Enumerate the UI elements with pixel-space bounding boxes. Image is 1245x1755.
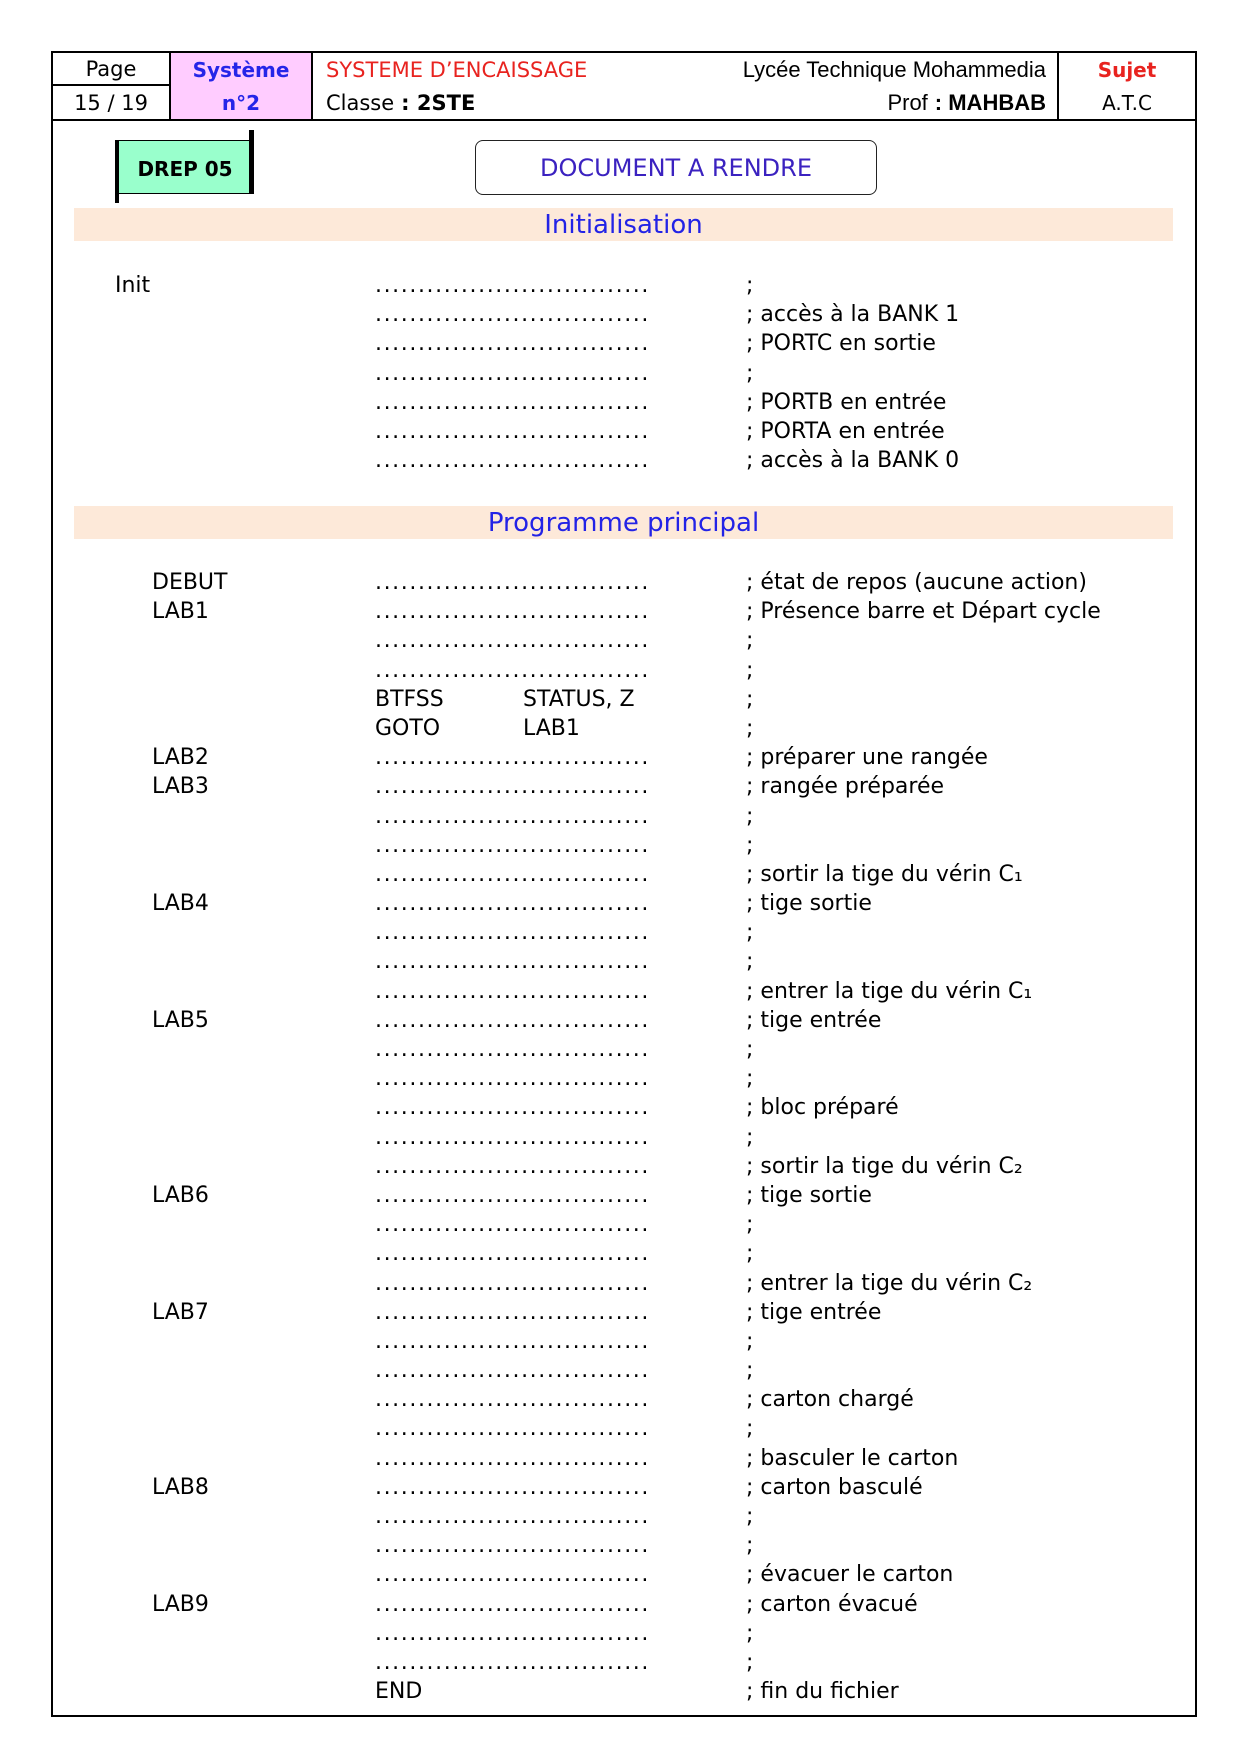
line-comment: ; carton évacué: [746, 1591, 918, 1617]
answer-blank: ................................: [375, 1358, 650, 1384]
answer-blank: ................................: [375, 745, 650, 771]
answer-blank: ................................: [375, 1504, 650, 1529]
line-comment: ; basculer le carton: [746, 1445, 959, 1471]
answer-blank: ................................: [375, 1445, 650, 1471]
answer-blank: ................................: [375, 331, 650, 357]
line-label: LAB2: [152, 745, 209, 771]
subject-cell: [1057, 53, 1195, 119]
line-instruction: BTFSS: [375, 686, 444, 712]
answer-blank: ................................: [375, 570, 650, 595]
line-label: LAB4: [152, 891, 209, 917]
code-line: [0, 446, 1245, 475]
code-line: [0, 300, 1245, 329]
line-comment: ; bloc préparé: [746, 1095, 899, 1121]
code-line: [0, 714, 1245, 743]
answer-blank: ................................: [375, 1007, 650, 1033]
line-label: LAB1: [152, 599, 209, 625]
line-comment: ;: [746, 920, 754, 946]
line-comment: ; accès à la BANK 0: [746, 448, 960, 474]
answer-blank: ................................: [375, 1212, 650, 1238]
answer-blank: ................................: [375, 1649, 650, 1675]
code-line: [0, 802, 1245, 831]
answer-blank: ................................: [375, 1299, 650, 1325]
code-line: [0, 1502, 1245, 1531]
line-comment: ; carton chargé: [746, 1387, 914, 1413]
line-comment: ; entrer la tige du vérin C₂: [746, 1270, 1033, 1296]
code-line: [0, 860, 1245, 889]
code-line: [0, 1385, 1245, 1414]
line-comment: ;: [746, 1328, 754, 1354]
line-label: Init: [115, 273, 151, 298]
answer-blank: ................................: [375, 1387, 650, 1413]
line-comment: ; carton basculé: [746, 1474, 923, 1500]
answer-blank: ................................: [375, 628, 650, 654]
code-line: [0, 626, 1245, 655]
line-label: LAB3: [152, 774, 209, 800]
answer-blank: ................................: [375, 832, 650, 858]
title-line-1: [326, 53, 1046, 86]
system-cell: [171, 53, 313, 119]
answer-blank: ................................: [375, 1095, 650, 1121]
line-label: LAB6: [152, 1182, 209, 1208]
line-comment: ;: [746, 1124, 754, 1150]
answer-blank: ................................: [375, 949, 650, 975]
answer-blank: ................................: [375, 774, 650, 800]
document-header: [53, 53, 1195, 121]
code-line: [0, 1298, 1245, 1327]
code-line: [0, 977, 1245, 1006]
answer-blank: ................................: [375, 360, 650, 386]
prof-info: [887, 90, 1046, 116]
code-line: [0, 1064, 1245, 1093]
answer-blank: ................................: [375, 803, 650, 829]
answer-blank: ................................: [375, 1591, 650, 1617]
line-comment: ; PORTB en entrée: [746, 389, 947, 415]
line-comment: ; accès à la BANK 1: [746, 302, 960, 328]
line-instruction: END: [375, 1679, 423, 1705]
code-line: [0, 831, 1245, 860]
line-comment: ; entrer la tige du vérin C₁: [746, 978, 1033, 1004]
code-line: [0, 1356, 1245, 1385]
school-name: Lycée Technique Mohammedia: [742, 56, 1046, 82]
code-line: [0, 1590, 1245, 1619]
code-line: [0, 1269, 1245, 1298]
title-line-2: [326, 86, 1046, 119]
answer-blank: ................................: [375, 1562, 650, 1588]
line-comment: ;: [746, 1241, 754, 1267]
line-comment: ;: [746, 715, 754, 741]
init-code-lines: [0, 271, 1245, 475]
code-line: [0, 359, 1245, 388]
line-operand: LAB1: [523, 715, 580, 741]
line-label: LAB5: [152, 1007, 209, 1033]
answer-blank: ................................: [375, 418, 650, 444]
answer-blank: ................................: [375, 1416, 650, 1442]
answer-blank: ................................: [375, 1533, 650, 1559]
document-title: DOCUMENT A RENDRE: [475, 140, 877, 195]
page-cell: [53, 53, 171, 119]
system-label: Système: [192, 57, 290, 82]
badge-scroll-right-bar: [249, 130, 254, 194]
code-line: [0, 1327, 1245, 1356]
system-title: SYSTEME D’ENCAISSAGE: [326, 57, 588, 82]
code-line: [0, 918, 1245, 947]
code-line: [0, 1239, 1245, 1268]
answer-blank: ................................: [375, 389, 650, 415]
code-line: [0, 1560, 1245, 1589]
code-line: [0, 947, 1245, 976]
answer-blank: ................................: [375, 1037, 650, 1062]
line-comment: ;: [746, 1620, 754, 1646]
answer-blank: ................................: [375, 273, 650, 298]
code-line: [0, 743, 1245, 772]
class-value: : 2STE: [401, 90, 476, 115]
code-line: [0, 1414, 1245, 1443]
title-cell: [313, 53, 1057, 119]
line-comment: ;: [746, 657, 754, 683]
line-operand: STATUS, Z: [523, 686, 635, 712]
line-instruction: GOTO: [375, 715, 441, 741]
line-comment: ;: [746, 949, 754, 975]
answer-blank: ................................: [375, 599, 650, 625]
line-label: DEBUT: [152, 570, 228, 595]
line-label: LAB8: [152, 1474, 209, 1500]
code-line: [0, 1181, 1245, 1210]
answer-blank: ................................: [375, 1328, 650, 1354]
line-comment: ;: [746, 803, 754, 829]
line-comment: ;: [746, 1066, 754, 1092]
line-comment: ; Présence barre et Départ cycle: [746, 599, 1101, 625]
code-line: [0, 889, 1245, 918]
line-comment: ;: [746, 1649, 754, 1675]
line-comment: ; sortir la tige du vérin C₂: [746, 1153, 1023, 1179]
section-title-init: Initialisation: [74, 208, 1173, 241]
answer-blank: ................................: [375, 861, 650, 887]
line-comment: ;: [746, 1416, 754, 1442]
answer-blank: ................................: [375, 1066, 650, 1092]
line-comment: ; rangée préparée: [746, 774, 945, 800]
subject-value: A.T.C: [1102, 90, 1152, 115]
line-comment: ;: [746, 1504, 754, 1529]
line-comment: ; préparer une rangée: [746, 745, 988, 771]
answer-blank: ................................: [375, 920, 650, 946]
code-line: [0, 1093, 1245, 1122]
code-line: [0, 1152, 1245, 1181]
line-comment: ;: [746, 360, 754, 386]
line-label: LAB9: [152, 1591, 209, 1617]
class-info: [326, 91, 475, 115]
line-label: LAB7: [152, 1299, 209, 1325]
code-line: [0, 1444, 1245, 1473]
code-line: [0, 329, 1245, 358]
answer-blank: ................................: [375, 1270, 650, 1296]
code-line: [0, 656, 1245, 685]
code-line: [0, 597, 1245, 626]
line-comment: ;: [746, 628, 754, 654]
line-comment: ; évacuer le carton: [746, 1562, 954, 1588]
line-comment: ; tige entrée: [746, 1007, 882, 1033]
code-line: [0, 1648, 1245, 1677]
answer-blank: ................................: [375, 1182, 650, 1208]
code-line: [0, 1006, 1245, 1035]
code-line: [0, 685, 1245, 714]
answer-blank: ................................: [375, 448, 650, 474]
badge-scroll-left-bar: [115, 140, 119, 203]
code-line: [0, 1677, 1245, 1706]
code-line: [0, 568, 1245, 597]
answer-blank: ................................: [375, 1620, 650, 1646]
answer-blank: ................................: [375, 1124, 650, 1150]
drep-badge: DREP 05: [118, 140, 252, 194]
code-line: [0, 1619, 1245, 1648]
line-comment: ; PORTC en sortie: [746, 331, 936, 357]
line-comment: ; tige entrée: [746, 1299, 882, 1325]
code-line: [0, 772, 1245, 801]
page-number: 15 / 19: [74, 90, 148, 115]
prof-value: : MAHBAB: [934, 89, 1046, 115]
page-label: Page: [53, 53, 169, 86]
line-comment: ;: [746, 686, 754, 712]
line-comment: ; tige sortie: [746, 1182, 872, 1208]
code-line: [0, 388, 1245, 417]
subject-label: Sujet: [1097, 57, 1157, 82]
line-comment: ;: [746, 1037, 754, 1062]
code-line: [0, 1210, 1245, 1239]
answer-blank: ................................: [375, 1153, 650, 1179]
code-line: [0, 417, 1245, 446]
code-line: [0, 1473, 1245, 1502]
line-comment: ;: [746, 273, 754, 298]
prof-label: Prof: [887, 89, 928, 115]
answer-blank: ................................: [375, 1474, 650, 1500]
line-comment: ;: [746, 832, 754, 858]
line-comment: ; sortir la tige du vérin C₁: [746, 861, 1023, 887]
section-title-main: Programme principal: [74, 506, 1173, 539]
answer-blank: ................................: [375, 978, 650, 1004]
line-comment: ;: [746, 1358, 754, 1384]
system-number: n°2: [221, 90, 261, 115]
code-line: [0, 271, 1245, 300]
line-comment: ; PORTA en entrée: [746, 418, 945, 444]
code-line: [0, 1531, 1245, 1560]
line-comment: ;: [746, 1533, 754, 1559]
line-comment: ; fin du fichier: [746, 1679, 899, 1705]
answer-blank: ................................: [375, 891, 650, 917]
line-comment: ;: [746, 1212, 754, 1238]
answer-blank: ................................: [375, 657, 650, 683]
main-code-lines: [0, 568, 1245, 1706]
code-line: [0, 1035, 1245, 1064]
answer-blank: ................................: [375, 1241, 650, 1267]
class-label: Classe: [326, 90, 395, 115]
line-comment: ; état de repos (aucune action): [746, 570, 1087, 595]
answer-blank: ................................: [375, 302, 650, 328]
line-comment: ; tige sortie: [746, 891, 872, 917]
code-line: [0, 1123, 1245, 1152]
